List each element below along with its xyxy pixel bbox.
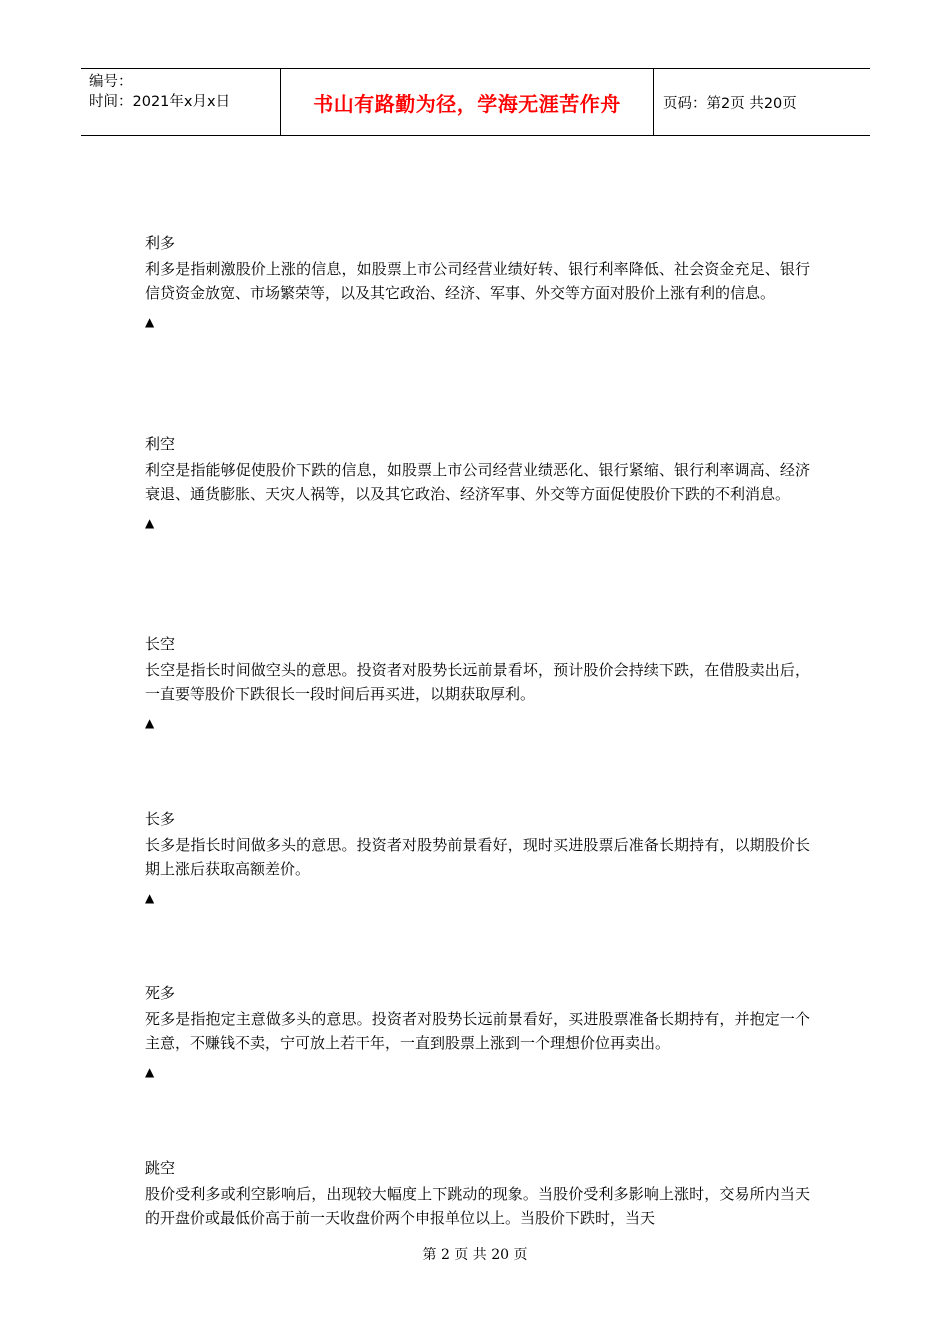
term-definition: 股价受利多或利空影响后，出现较大幅度上下跳动的现象。当股价受利多影响上涨时，交易所内当天的开盘价或最低价高于前一天收盘价两个申报单位以上。当股价下跌时，当天 (145, 1185, 810, 1227)
term-definition: 长空是指长时间做空头的意思。投资者对股势长远前景看坏，预计股价会持续下跌，在借股卖出后，一直要等股价下跌很长一段时间后再买进，以期获取厚利。 (145, 661, 810, 703)
term-entry-changduo (145, 806, 810, 910)
term-title: 死多 (145, 984, 176, 1002)
term-title: 长多 (145, 810, 176, 828)
term-title: 长空 (145, 635, 176, 653)
term-entry-changkong (145, 631, 810, 735)
term-title: 跳空 (145, 1159, 176, 1177)
header-motto: 书山有路勤为径，学海无涯苦作舟 (313, 91, 621, 116)
term-definition: 死多是指抱定主意做多头的意思。投资者对股势长远前景看好，买进股票准备长期持有，并抱定一个主意，不赚钱不卖，宁可放上若干年，一直到股票上涨到一个理想价位再卖出。 (145, 1010, 810, 1052)
term-entry-siduo (145, 980, 810, 1084)
date-label: 时间：2021年x月x日 (89, 94, 231, 110)
term-title: 利多 (145, 234, 176, 252)
header-page-cell (654, 69, 870, 135)
triangle-marker-icon: ▲ (145, 516, 155, 530)
serial-number-label: 编号： (89, 74, 133, 90)
term-definition: 利多是指刺激股价上涨的信息，如股票上市公司经营业绩好转、银行利率降低、社会资金充足、银行信贷资金放宽、市场繁荣等，以及其它政治、经济、军事、外交等方面对股价上涨有利的信息。 (145, 260, 810, 302)
term-entry-tiaokong (145, 1155, 810, 1230)
triangle-marker-icon: ▲ (145, 1065, 155, 1079)
term-definition: 利空是指能够促使股价下跌的信息，如股票上市公司经营业绩恶化、银行紧缩、银行利率调高、经济衰退、通货膨胀、天灾人祸等，以及其它政治、经济军事、外交等方面促使股价下跌的不利消息。 (145, 461, 810, 503)
term-definition: 长多是指长时间做多头的意思。投资者对股势前景看好，现时买进股票后准备长期持有，以期股价长期上涨后获取高额差价。 (145, 836, 810, 878)
term-title: 利空 (145, 435, 176, 453)
triangle-marker-icon: ▲ (145, 891, 155, 905)
term-entry-likong (145, 431, 810, 535)
triangle-marker-icon: ▲ (145, 315, 155, 329)
term-entry-liduo (145, 230, 810, 334)
triangle-marker-icon: ▲ (145, 716, 155, 730)
header-motto-cell (281, 69, 654, 135)
document-header (81, 68, 870, 136)
header-page-info: 页码：第2页 共20页 (663, 95, 797, 112)
header-meta-cell (81, 69, 281, 135)
page-footer: 第 2 页 共 20 页 (422, 1247, 528, 1263)
